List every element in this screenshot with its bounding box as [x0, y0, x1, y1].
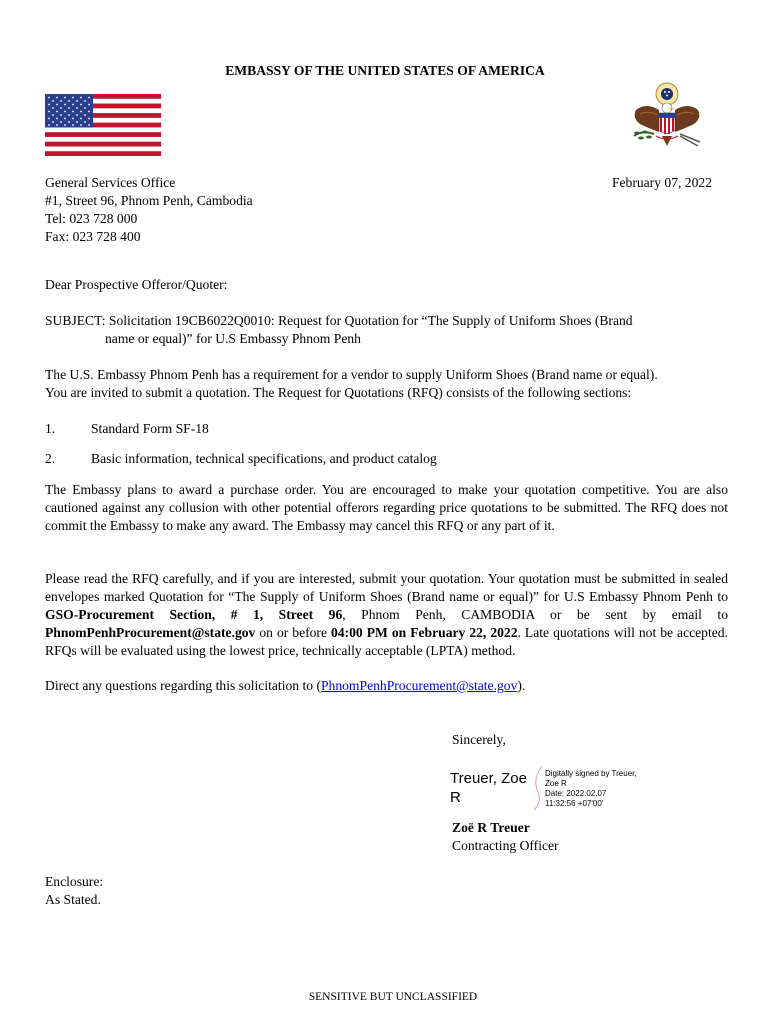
questions-suffix: ). [517, 678, 526, 693]
salutation: Dear Prospective Offeror/Quoter: [45, 277, 228, 292]
us-flag-icon [45, 94, 161, 156]
classification-footer: SENSITIVE BUT UNCLASSIFIED [308, 991, 478, 1003]
signer-name: Zoë R Treuer [452, 820, 530, 835]
instructions-text: Please read the RFQ carefully, and if you are interested, submit your quotation. Your quotation must be submitted in sealed envelopes marked Quotation for “The Supply of Uniform Shoes (Brand name or equal)” for U.S Embassy Phnom Penh to [45, 571, 728, 604]
instructions-text: . Late quotations will not be accepted. RFQs will be evaluated using the lowest price, technically acceptable (LPTA) method. [45, 625, 728, 658]
instructions-address: GSO-Procurement Section, # 1, Street 96 [45, 607, 343, 622]
signer-title: Contracting Officer [452, 838, 559, 853]
section-item: Standard Form SF-18 [91, 421, 209, 436]
enclosure-label: Enclosure: [45, 874, 104, 889]
instructions-deadline: 04:00 PM on February 22, 2022 [331, 625, 518, 640]
signature-detail: Zoe R [545, 779, 567, 788]
page-title: EMBASSY OF THE UNITED STATES OF AMERICA [225, 63, 545, 78]
digital-signature-details [545, 769, 637, 809]
award-paragraph: The Embassy plans to award a purchase order. You are encouraged to make your quotation competitive. You are also cautioned against any collusion with other potential offerors regarding price quotations to be submitted. The RFQ does not commit the Embassy to make any award. The Embassy may cancel this RFQ or any part of it. [45, 482, 728, 533]
section-number: 2. [45, 451, 56, 466]
digital-signature-name [450, 769, 527, 807]
section-item: Basic information, technical specifications, and product catalog [91, 451, 437, 466]
instructions-text: on or before [255, 625, 331, 640]
questions-prefix: Direct any questions regarding this solicitation to ( [45, 678, 321, 693]
signature-name-line: Treuer, Zoe [450, 770, 527, 787]
subject-line-1: SUBJECT: Solicitation 19CB6022Q0010: Request for Quotation for “The Supply of Uniform Shoes (Brand [45, 313, 633, 328]
signature-name-line: R [450, 789, 461, 806]
instructions-paragraph [45, 570, 728, 660]
signature-detail: Date: 2022.02.07 [545, 789, 607, 798]
letter-date: February 07, 2022 [611, 175, 712, 190]
subject-line-2: name or equal)” for U.S Embassy Phnom Penh [105, 331, 361, 346]
intro-line-1: The U.S. Embassy Phnom Penh has a requirement for a vendor to supply Uniform Shoes (Brand name or equal). [45, 367, 658, 382]
closing: Sincerely, [452, 732, 506, 747]
sender-address: #1, Street 96, Phnom Penh, Cambodia [45, 193, 253, 208]
sender-office: General Services Office [45, 175, 176, 190]
questions-line [45, 677, 525, 695]
procurement-email-link[interactable]: PhnomPenhProcurement@state.gov [320, 678, 518, 693]
enclosure-value: As Stated. [45, 892, 101, 907]
signature-detail: Digitally signed by Treuer, [545, 769, 637, 778]
intro-line-2: You are invited to submit a quotation. The Request for Quotations (RFQ) consists of the following sections: [45, 385, 632, 400]
sender-tel: Tel: 023 728 000 [45, 211, 138, 226]
sender-fax: Fax: 023 728 400 [45, 229, 141, 244]
embassy-seal-icon [626, 80, 708, 158]
instructions-text: , Phnom Penh, CAMBODIA or be sent by email to [342, 607, 729, 622]
signature-detail: 11:32:56 +07'00' [545, 799, 604, 808]
instructions-email: PhnomPenhProcurement@state.gov [45, 625, 256, 640]
section-number: 1. [45, 421, 56, 436]
